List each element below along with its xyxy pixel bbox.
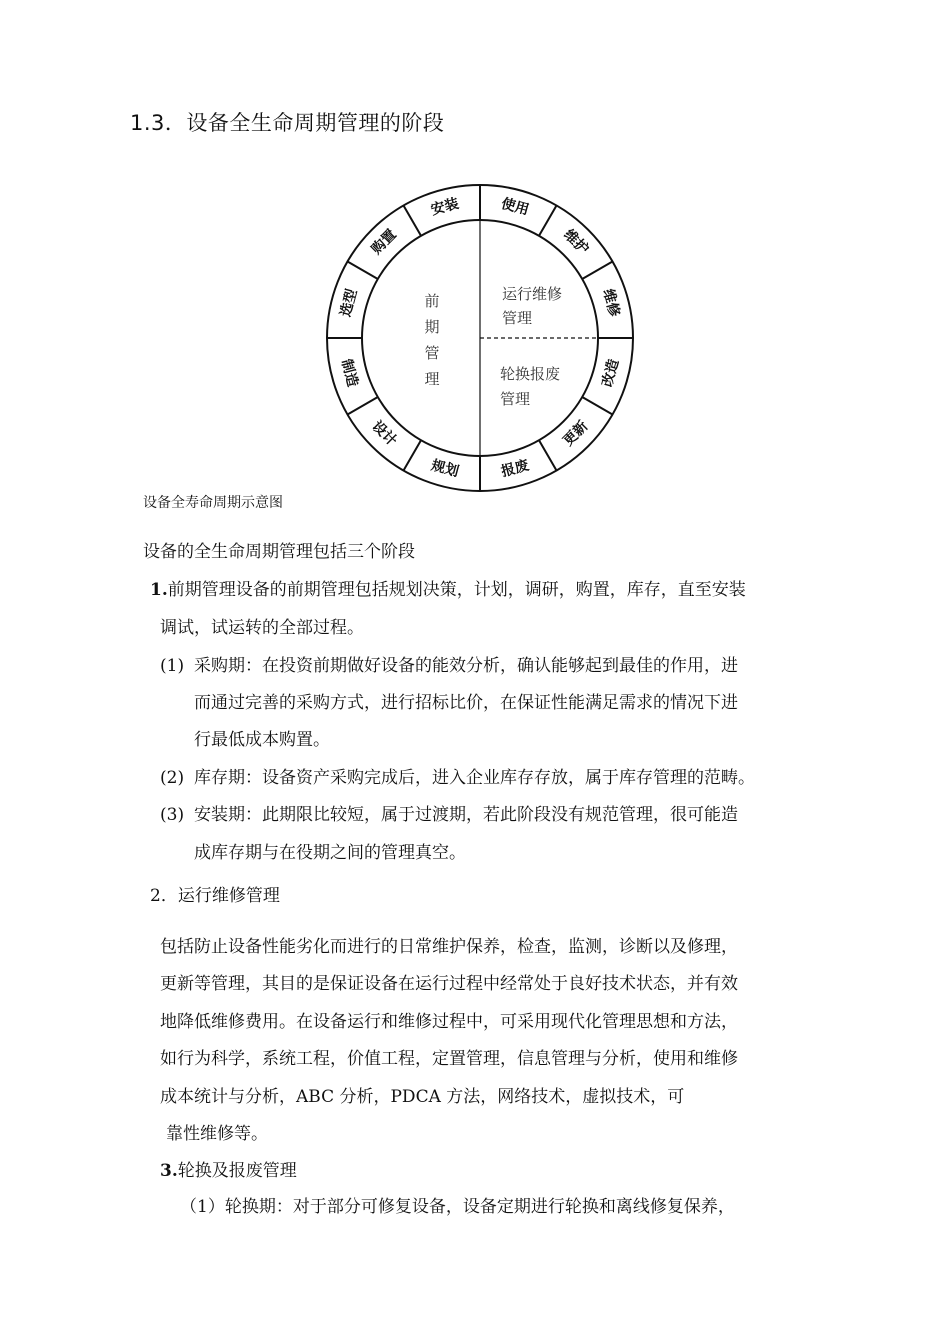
- section2-line1: 包括防止设备性能劣化而进行的日常维护保养，检查，监测，诊断以及修理，: [160, 937, 738, 957]
- segment-divider: [582, 397, 612, 415]
- ring-segment-label: 改造: [599, 357, 623, 389]
- section1-number: 1.: [150, 580, 168, 600]
- inner-quadrants: [424, 220, 598, 456]
- section3-title-line: [160, 1161, 297, 1181]
- ring-segment-label: 购置: [368, 226, 400, 258]
- segment-divider: [582, 262, 612, 280]
- section2-line3: 地降低维修费用。在设备运行和维修过程中，可采用现代化管理思想和方法，: [160, 1012, 738, 1032]
- section3-line1: （1）轮换期：对于部分可修复设备，设备定期进行轮换和离线修复保养，: [180, 1197, 735, 1217]
- ring-segment-label: 报废: [499, 457, 531, 481]
- item3-line2: 成库存期与在役期之间的管理真空。: [194, 843, 466, 863]
- item3-number: (3): [160, 805, 185, 825]
- section1-line1: [150, 580, 746, 600]
- ring-segment-label: 设计: [368, 418, 400, 450]
- left-half-char: 管: [424, 344, 440, 362]
- segment-divider: [404, 205, 422, 235]
- ring-segment-label: 使用: [499, 195, 531, 219]
- section1-text-line1: 前期管理设备的前期管理包括规划决策，计划，调研，购置，库存，直至安装: [167, 580, 746, 600]
- segment-divider: [347, 397, 377, 415]
- diagram-caption: 设备全寿命周期示意图: [143, 495, 283, 511]
- left-half-char: 期: [424, 318, 440, 336]
- ring-segment-label: 维修: [599, 287, 623, 319]
- item1-line2: 而通过完善的采购方式，进行招标比价，在保证性能满足需求的情况下进: [194, 693, 738, 713]
- ring-segment-label: 制造: [337, 357, 361, 389]
- section2-line2: 更新等管理，其目的是保证设备在运行过程中经常处于良好技术状态，并有效: [160, 974, 738, 994]
- item2-line1: [160, 768, 755, 788]
- section2-line4: 如行为科学，系统工程，价值工程，定置管理，信息管理与分析，使用和维修: [160, 1049, 738, 1069]
- item1-line1: [160, 656, 738, 676]
- segment-divider: [539, 440, 557, 470]
- item3-line1: [160, 805, 738, 825]
- segment-divider: [347, 262, 377, 280]
- ring-segment-label: 规划: [429, 457, 461, 481]
- ring-segment-label: 选型: [337, 287, 361, 319]
- section2-title: 2．运行维修管理: [150, 886, 280, 906]
- intro-paragraph: 设备的全生命周期管理包括三个阶段: [143, 542, 415, 562]
- item3-text: 安装期：此期限比较短，属于过渡期，若此阶段没有规范管理，很可能造: [194, 805, 738, 825]
- section2-line6: 靠性维修等。: [166, 1124, 268, 1144]
- lower-right-label: 管理: [500, 390, 531, 408]
- section1-line2: 调试，试运转的全部过程。: [160, 618, 364, 638]
- item2-text: 库存期：设备资产采购完成后，进入企业库存存放，属于库存管理的范畴。: [194, 768, 755, 788]
- lifecycle-cycle-diagram: [320, 178, 640, 498]
- ring-segment-label: 更新: [560, 418, 592, 450]
- upper-right-label: 管理: [502, 309, 533, 327]
- ring-segment-label: 维护: [560, 226, 592, 258]
- section3-title: 轮换及报废管理: [177, 1161, 297, 1181]
- left-half-char: 前: [424, 292, 440, 310]
- item1-line3: 行最低成本购置。: [194, 730, 330, 750]
- section3-number: 3.: [160, 1161, 178, 1181]
- section-heading: 1.3．设备全生命周期管理的阶段: [130, 111, 445, 135]
- left-half-char: 理: [424, 370, 440, 388]
- item1-text: 采购期：在投资前期做好设备的能效分析，确认能够起到最佳的作用，进: [194, 656, 738, 676]
- lower-right-label: 轮换报废: [500, 365, 561, 383]
- upper-right-label: 运行维修: [502, 285, 563, 303]
- item2-number: (2): [160, 768, 185, 788]
- item1-number: (1): [160, 656, 185, 676]
- ring-segment-label: 安装: [429, 195, 461, 219]
- section2-line5: 成本统计与分析，ABC 分析，PDCA 方法，网络技术，虚拟技术，可: [160, 1087, 685, 1107]
- segment-divider: [539, 205, 557, 235]
- segment-divider: [404, 440, 422, 470]
